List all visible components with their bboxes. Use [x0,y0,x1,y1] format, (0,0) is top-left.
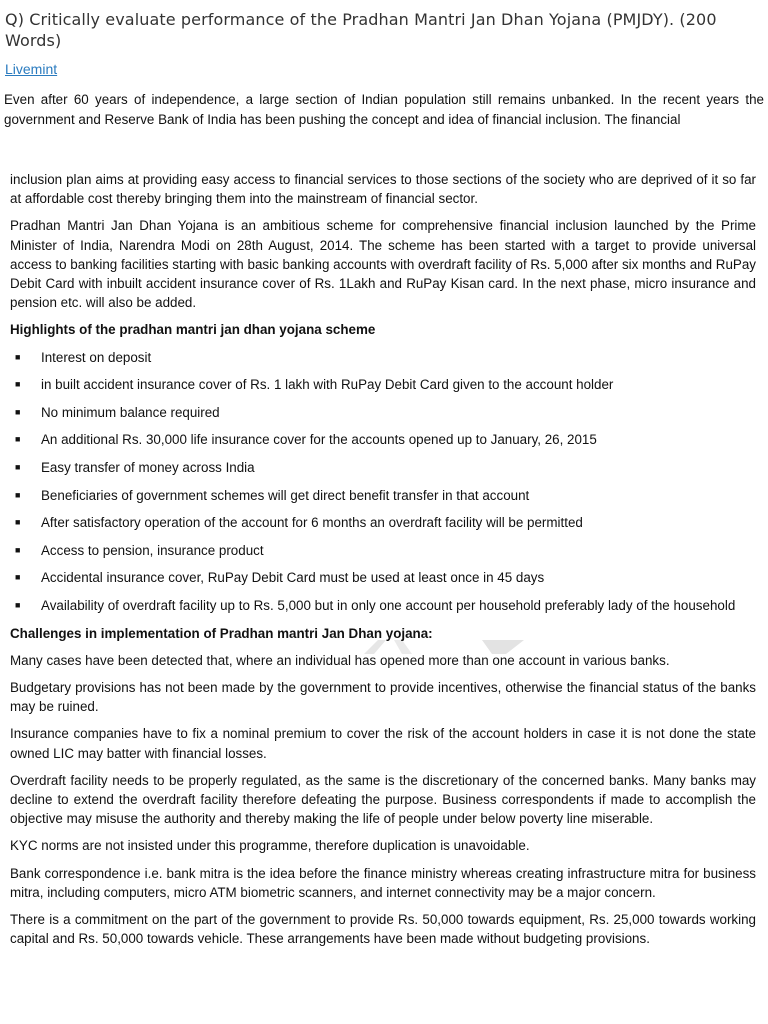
source-link-livemint[interactable]: Livemint [5,61,58,77]
square-bullet-icon: ■ [15,599,21,610]
intro-paragraph: Even after 60 years of independence, a large section of Indian population still remains unbanked. In the recent years the government and Reserve Bank of India has been pushing the concept and idea of financial inclusion. The financial [4,92,764,127]
challenge-paragraph: KYC norms are not insisted under this programme, therefore duplication is unavoidable. [10,838,530,854]
highlights-heading: Highlights of the pradhan mantri jan dhan yojana scheme [10,322,376,338]
list-item-text: Interest on deposit [41,349,152,365]
challenge-paragraph: There is a commitment on the part of the government to provide Rs. 50,000 towards equipment, Rs. 25,000 towards working capital and Rs. 50,000 towards vehicle. These arrangements have been made without budgeting provisions. [10,912,756,947]
challenge-paragraph: Insurance companies have to fix a nominal premium to cover the risk of the account holders in case it is not done the state owned LIC may batter with financial losses. [10,726,756,761]
list-item-text: No minimum balance required [41,404,220,420]
challenge-paragraph: Overdraft facility needs to be properly regulated, as the same is the discretionary of the concerned banks. Many banks may decline to extend the overdraft facility therefore defeating the purpose. Business correspondents if made to accomplish the objective may misuse the authority and thereby making the life of people under below poverty line miserable. [10,772,756,827]
paragraph-inclusion: inclusion plan aims at providing easy access to financial services to those sections of the society who are deprived of it so far at affordable cost thereby bringing them into the mainstream of financial sector. [10,172,756,207]
list-item-text: Accidental insurance cover, RuPay Debit Card must be used at least once in 45 days [41,570,545,586]
list-item [10,568,756,587]
list-item [10,486,756,505]
list-item-text: After satisfactory operation of the account for 6 months an overdraft facility will be permitted [41,515,583,531]
challenge-paragraph: Budgetary provisions has not been made by the government to provide incentives, otherwise the financial status of the banks may be ruined. [10,679,756,715]
list-item [10,513,756,532]
square-bullet-icon: ■ [15,489,21,500]
list-item [10,348,756,367]
list-item-text: An additional Rs. 30,000 life insurance cover for the accounts opened up to January, 26, 2015 [41,432,597,448]
square-bullet-icon: ■ [15,572,21,583]
square-bullet-icon: ■ [15,379,21,390]
square-bullet-icon: ■ [15,434,21,445]
article-body [10,170,756,956]
list-item-text: in built accident insurance cover of Rs. 1 lakh with RuPay Debit Card given to the account holder [41,377,614,393]
list-item [10,458,756,477]
list-item [10,375,756,394]
list-item [10,430,756,449]
square-bullet-icon: ■ [15,517,21,528]
square-bullet-icon: ■ [15,351,21,362]
list-item [10,596,756,615]
square-bullet-icon: ■ [15,544,21,555]
square-bullet-icon: ■ [15,406,21,417]
list-item [10,403,756,422]
list-item-text: Availability of overdraft facility up to Rs. 5,000 but in only one account per household preferably lady of the household [41,597,736,613]
question-title: Q) Critically evaluate performance of the Pradhan Mantri Jan Dhan Yojana (PMJDY). (200 Words) [5,10,717,50]
challenge-paragraph: Bank correspondence i.e. bank mitra is the idea before the finance ministry whereas creating infrastructure mitra for business mitra, including computers, micro ATM biometric scanners, and internet connectivity may be a major concern. [10,865,756,900]
square-bullet-icon: ■ [15,462,21,472]
list-item-text: Beneficiaries of government schemes will get direct benefit transfer in that account [41,487,530,503]
list-item-text: Easy transfer of money across India [41,460,255,475]
highlights-list [10,348,756,616]
challenges-heading: Challenges in implementation of Pradhan mantri Jan Dhan yojana: [10,625,433,641]
list-item [10,541,756,560]
challenge-paragraph: Many cases have been detected that, where an individual has opened more than one account in various banks. [10,652,670,668]
paragraph-pmjdy: Pradhan Mantri Jan Dhan Yojana is an ambitious scheme for comprehensive financial inclusion launched by the Prime Minister of India, Narendra Modi on 28th August, 2014. The scheme has been started with a target to provide universal access to banking facilities starting with basic banking accounts with overdraft facility of Rs. 5,000 after six months and RuPay Debit Card with inbuilt accident insurance cover of Rs. 1Lakh and RuPay Kisan card. In the next phase, micro insurance and pension etc. will also be added. [10,218,756,311]
list-item-text: Access to pension, insurance product [41,542,264,558]
